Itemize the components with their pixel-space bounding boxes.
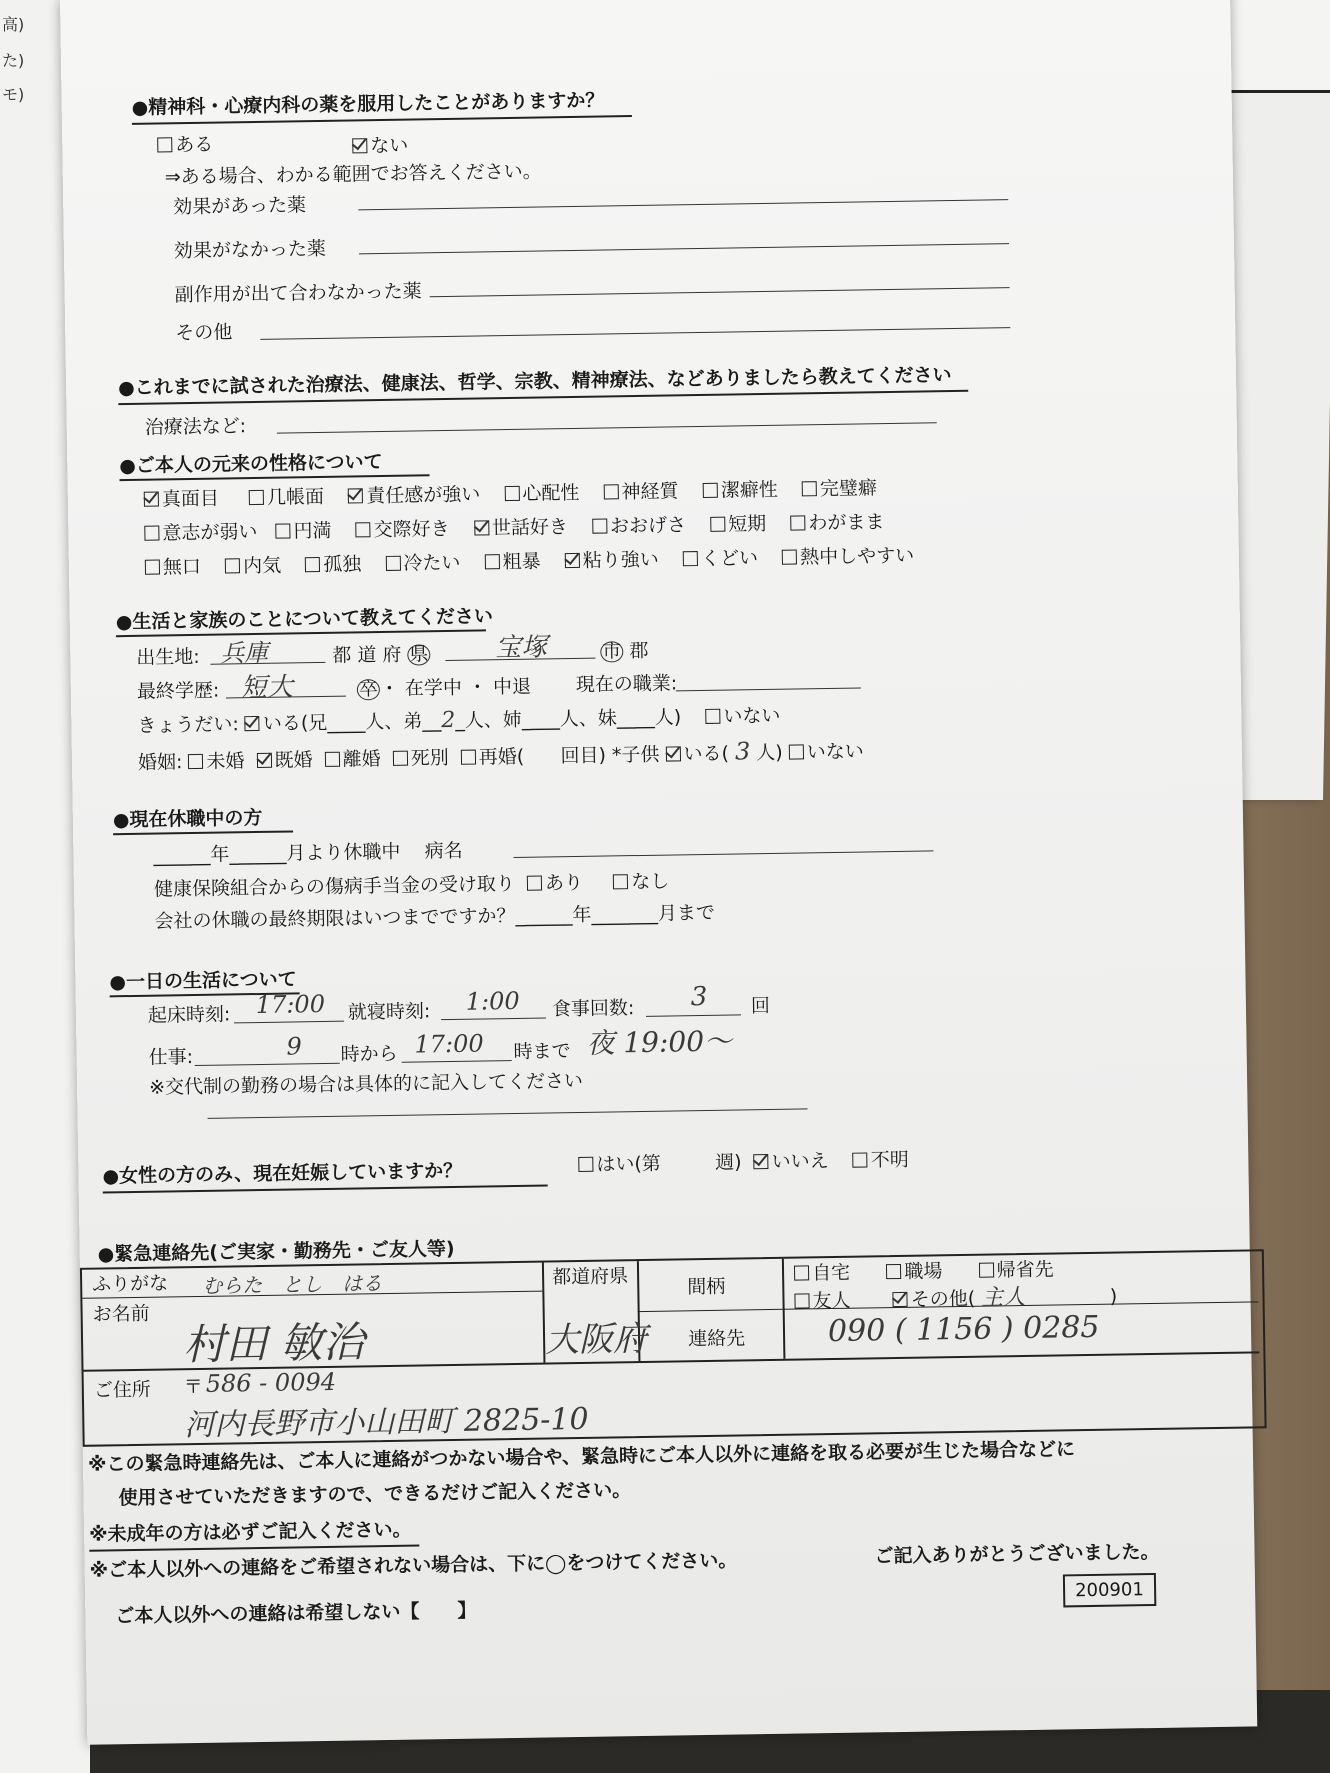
birthplace-city-handwriting: 宝塚 [495, 632, 548, 664]
sib-unit: 人、姉 [464, 708, 522, 732]
shift-line[interactable] [208, 1108, 808, 1118]
checkbox[interactable] [144, 492, 159, 507]
leave-heading: ●現在休職中の方 [112, 806, 263, 832]
trait-option[interactable] [504, 482, 579, 505]
children-count-hw: 3 [734, 737, 751, 766]
wake-handwriting: 17:00 [255, 989, 326, 1020]
trait-option[interactable] [385, 552, 460, 575]
trait-option[interactable] [603, 480, 678, 503]
city-label [600, 641, 648, 663]
trait-option[interactable] [790, 511, 884, 534]
note-underline [89, 1545, 419, 1552]
left-sheet-text: た) [2, 51, 25, 70]
trait-option[interactable] [145, 556, 201, 579]
meals-line[interactable] [646, 1014, 741, 1016]
emergency-table [80, 1249, 1267, 1447]
pref-handwriting: 大阪府 [544, 1318, 648, 1361]
checkbox[interactable] [978, 1262, 993, 1277]
thanks-text: ご記入ありがとうございました。 [874, 1540, 1160, 1568]
table-divider [638, 1309, 783, 1312]
pregnancy-yes: はい(第 [596, 1152, 661, 1176]
work-from-line[interactable] [195, 1063, 340, 1066]
trait-option[interactable] [484, 551, 540, 574]
checkbox[interactable] [225, 558, 240, 573]
checkbox[interactable] [485, 554, 500, 569]
checkbox[interactable] [790, 515, 805, 530]
trait-label: おおげさ [609, 514, 687, 538]
checkbox[interactable] [256, 753, 271, 768]
remarry: 再婚( [478, 745, 525, 769]
trait-option[interactable] [249, 486, 324, 509]
education-label: 最終学歴: [136, 679, 220, 703]
checkbox[interactable] [705, 709, 720, 724]
relation-other-hw: 主人 [981, 1284, 1026, 1311]
trait-label: 神経質 [621, 480, 679, 504]
note-4: ご本人以外への連絡は希望しない【 】 [115, 1599, 477, 1628]
postal-handwriting: 586 - 0094 [205, 1367, 337, 1398]
effective-label: 効果があった薬 [173, 194, 307, 219]
trait-option[interactable] [305, 553, 361, 576]
city-circled: 市 [602, 640, 622, 663]
checkbox[interactable] [144, 526, 159, 541]
furigana-label: ふりがな [92, 1272, 169, 1296]
trait-option[interactable] [144, 488, 219, 511]
checkbox[interactable] [245, 716, 260, 731]
sib-younger-brother-hw: 2 [441, 707, 456, 734]
trait-option[interactable] [348, 483, 480, 507]
trait-label: 交際好き [373, 517, 450, 542]
trait-label: 熱中しやすい [799, 544, 915, 569]
checkbox[interactable] [683, 551, 698, 566]
marriage-row [138, 737, 864, 772]
leave-month: 月より休職中 [286, 840, 401, 865]
trait-label: 孤独 [323, 553, 362, 576]
marriage-option: 既婚 [274, 749, 313, 772]
name-handwriting: 村田 敏治 [182, 1317, 365, 1370]
children-none: いない [806, 740, 864, 764]
psych-yes-option[interactable] [157, 133, 214, 157]
trait-label: 完璧癖 [819, 477, 878, 501]
leave-row: ______年______月より休職中 病名 [153, 839, 463, 867]
trait-label: 円満 [293, 519, 332, 543]
children-unit: 人) [756, 741, 783, 765]
checkbox[interactable] [754, 1154, 769, 1169]
edu-options: ・ 在学中 ・ 中退 [379, 675, 532, 701]
remarry-count: 回目) [560, 744, 607, 768]
checkbox[interactable] [893, 1292, 908, 1307]
work-to-line[interactable] [402, 1060, 512, 1063]
job-label: 現在の職業: [575, 672, 678, 696]
checkbox[interactable] [461, 750, 476, 765]
trait-option[interactable] [565, 549, 659, 572]
relation-option: 友人 [812, 1289, 851, 1313]
deadline-year: 年 [572, 903, 592, 927]
pregnancy-heading: ●女性の方のみ、現在妊娠していますか？ [102, 1159, 463, 1188]
checkbox[interactable] [356, 522, 371, 537]
trait-label: 短期 [728, 512, 767, 536]
marriage-option: 未婚 [206, 750, 245, 773]
shift-note: ※交代制の勤務の場合は具体的に記入してください [148, 1069, 584, 1099]
siblings-label: きょうだい: [137, 713, 239, 737]
checkbox[interactable] [592, 518, 607, 533]
pref-chars: 都 道 府 [332, 643, 402, 667]
questionnaire-sheet [60, 0, 1257, 1745]
trait-option[interactable] [683, 547, 758, 570]
left-sheet-text: 高) [2, 15, 25, 34]
form-code: 200901 [1063, 1573, 1156, 1607]
emergency-heading: ●緊急連絡先(ご実家・勤務先・ご友人等) [97, 1237, 455, 1266]
side-effect-line[interactable] [430, 287, 1010, 297]
work-label: 仕事: [148, 1046, 194, 1069]
furigana-handwriting: むらた とし はる [202, 1271, 383, 1298]
not-effective-line[interactable] [359, 243, 1009, 254]
disease-line[interactable] [514, 850, 934, 858]
checkbox[interactable] [275, 523, 290, 538]
deadline-label: 会社の休職の最終期限はいつまでですか？ [154, 904, 516, 933]
education-handwriting: 短大 [240, 672, 294, 704]
checkbox[interactable] [504, 486, 519, 501]
checkbox[interactable] [853, 1152, 868, 1167]
checkbox[interactable] [710, 517, 725, 532]
night-shift-handwriting: 夜 19:00〜 [586, 1024, 733, 1060]
pref-label: 都道府県 [551, 1265, 629, 1289]
checkbox[interactable] [802, 481, 817, 496]
trait-option[interactable] [782, 545, 914, 569]
trait-option[interactable] [703, 479, 778, 502]
pregnancy-unknown: 不明 [870, 1148, 909, 1172]
checkbox[interactable] [789, 744, 804, 759]
personality-row1 [144, 479, 877, 510]
left-sheet-text: モ) [2, 85, 25, 104]
checkbox[interactable] [782, 549, 797, 564]
trait-label: くどい [700, 547, 759, 570]
sib-none: いない [723, 704, 781, 728]
trait-label: 無口 [162, 555, 202, 579]
trait-option[interactable] [275, 520, 331, 543]
trait-label: 責任感が強い [366, 483, 481, 508]
relation-close: ) [1109, 1285, 1118, 1308]
pregnancy-week: 週) [714, 1151, 742, 1174]
trait-label: 心配性 [522, 481, 580, 505]
trait-label: 内気 [242, 554, 282, 578]
children-yes: いる( [683, 742, 730, 766]
other-label: その他 [175, 321, 233, 345]
personality-row3 [145, 544, 915, 579]
trait-label: 世話好き [491, 516, 569, 540]
marriage-option: 離婚 [342, 748, 381, 771]
marriage-label: 婚姻: [137, 751, 183, 774]
relation-row2 [794, 1286, 1117, 1313]
trait-option[interactable] [710, 513, 766, 536]
checkbox[interactable] [393, 751, 408, 766]
option-label: ない [370, 134, 409, 158]
pref-label [332, 644, 430, 667]
contact-label: 連絡先 [687, 1327, 746, 1351]
disease-label: 病名 [424, 839, 463, 863]
sleep-handwriting: 1:00 [465, 986, 520, 1016]
deadline-month: 月まで [657, 901, 716, 925]
address-label: ご住所 [93, 1378, 152, 1402]
relation-label: 間柄 [687, 1275, 726, 1299]
benefit-label: 健康保険組合からの傷病手当金の受け取り [153, 872, 516, 901]
phone-handwriting: 090 ( 1156 ) 0285 [827, 1309, 1100, 1350]
paper-stack-top [1230, 0, 1330, 93]
siblings-row: きょうだい: いる(兄____人、弟__2_人、姉____人、妹____人) いない [137, 704, 781, 737]
meals-label: 食事回数: [551, 997, 635, 1021]
pregnancy-options [578, 1148, 909, 1176]
trait-label: 意志が弱い [162, 520, 258, 545]
checkbox[interactable] [188, 754, 203, 769]
sib-unit: 人) [654, 706, 682, 729]
birthplace-label: 出生地: [136, 645, 200, 669]
to-label: 時まで [513, 1040, 571, 1064]
checkbox[interactable] [305, 557, 320, 572]
relation-row1 [794, 1258, 1054, 1285]
work-from-handwriting: 9 [286, 1032, 302, 1061]
name-label: お名前 [92, 1302, 150, 1326]
deadline-row: 会社の休職の最終期限はいつまでですか？______年_______月まで [154, 901, 716, 933]
checkbox[interactable] [794, 1265, 809, 1280]
trait-label: 粗暴 [502, 550, 541, 574]
treatments-label: 治療法など: [144, 415, 247, 439]
relation-option: 職場 [904, 1260, 943, 1283]
checkbox[interactable] [527, 876, 542, 891]
trait-option[interactable] [144, 521, 257, 545]
checkbox[interactable] [703, 483, 718, 498]
checkbox[interactable] [886, 1264, 901, 1279]
checkbox[interactable] [603, 484, 618, 499]
checkbox[interactable] [578, 1157, 593, 1172]
checkbox[interactable] [352, 138, 367, 153]
note-3: ※ご本人以外への連絡をご希望されない場合は、下に◯をつけてください。 [89, 1549, 738, 1582]
note-1b: 使用させていただきますので、できるだけご記入ください。 [118, 1479, 632, 1510]
wake-line[interactable] [234, 1021, 344, 1024]
trait-option[interactable] [802, 477, 877, 500]
side-effect-label: 副作用が出て合わなかった薬 [174, 280, 422, 307]
address-handwriting: 河内長野市小山田町 2825-10 [184, 1401, 589, 1444]
checkbox[interactable] [385, 556, 400, 571]
trait-option[interactable] [474, 516, 568, 539]
trait-label: 潔癖性 [720, 478, 778, 502]
option-label: ある [175, 133, 214, 157]
not-effective-label: 効果がなかった薬 [173, 237, 327, 263]
benefit-no: なし [631, 870, 670, 894]
from-label: 時から [340, 1042, 398, 1066]
psych-no-option[interactable] [352, 134, 409, 158]
sib-unit: 人、弟 [365, 710, 423, 734]
sib-yes: いる(兄 [262, 711, 328, 735]
treatments-line[interactable] [277, 422, 937, 433]
meals-unit: 回 [750, 994, 771, 1018]
treatments-heading: ●これまでに試された治療法、健康法、哲学、宗教、精神療法、などありましたら教えてください [117, 364, 952, 400]
personality-heading: ●ご本人の元来の性格について [119, 450, 383, 478]
trait-label: 真面目 [161, 487, 220, 511]
personality-row2 [144, 513, 884, 544]
pref-circled: 県 [409, 643, 429, 666]
pregnancy-no: いいえ [771, 1150, 829, 1173]
children-label: *子供 [611, 743, 660, 767]
checkbox[interactable] [145, 560, 160, 575]
birthplace-pref-handwriting: 兵庫 [220, 638, 269, 668]
psych-note: ⇒ある場合、わかる範囲でお答えください。 [164, 160, 542, 189]
daily-heading: ●一日の生活について [109, 968, 297, 994]
checkbox[interactable] [665, 746, 680, 761]
life-heading: ●生活と家族のことについて教えてください [115, 605, 494, 634]
marriage-option: 死別 [410, 746, 449, 770]
psych-heading: ●精神科・心療内科の薬を服用したことがありますか？ [131, 89, 605, 119]
sib-unit: 人、妹 [559, 707, 617, 731]
relation-option: 帰省先 [996, 1258, 1054, 1282]
checkbox[interactable] [565, 553, 580, 568]
sleep-label: 就寝時刻: [347, 1000, 431, 1024]
meals-handwriting: 3 [690, 981, 708, 1013]
note-1: ※この緊急時連絡先は、ご本人に連絡がつかない場合や、緊急時にご本人以外に連絡を取る必要が生じた場合などに [87, 1438, 1076, 1476]
checkbox[interactable] [794, 1293, 809, 1308]
checkbox[interactable] [157, 137, 172, 152]
trait-option[interactable] [225, 555, 281, 578]
benefit-row [153, 870, 670, 901]
trait-label: 冷たい [403, 551, 461, 575]
work-to-handwriting: 17:00 [414, 1029, 484, 1059]
relation-option: 自宅 [811, 1261, 851, 1285]
trait-option[interactable] [592, 514, 686, 537]
checkbox[interactable] [348, 488, 363, 503]
checkbox[interactable] [249, 490, 264, 505]
postal-mark: 〒 [183, 1375, 203, 1399]
checkbox[interactable] [474, 520, 489, 535]
education-status [357, 677, 531, 701]
leave-year: 年 [210, 843, 230, 866]
note-2: ※未成年の方は必ずご記入ください。 [88, 1518, 412, 1546]
trait-label: 粘り強い [582, 548, 659, 572]
heading-underline [113, 830, 293, 835]
checkbox[interactable] [325, 752, 340, 767]
gun-char: 郡 [629, 639, 649, 663]
relation-other: その他( [910, 1287, 976, 1311]
sleep-line[interactable] [441, 1017, 546, 1020]
other-line[interactable] [260, 327, 1010, 340]
trait-label: 几帳面 [266, 485, 325, 509]
trait-label: わがまま [808, 511, 885, 535]
effective-line[interactable] [358, 199, 1008, 210]
job-line[interactable] [676, 688, 861, 692]
benefit-yes: あり [544, 871, 584, 895]
checkbox[interactable] [613, 874, 628, 889]
wake-label: 起床時刻: [147, 1003, 231, 1027]
grad-circled: 卒 [358, 678, 379, 701]
trait-option[interactable] [356, 518, 450, 541]
